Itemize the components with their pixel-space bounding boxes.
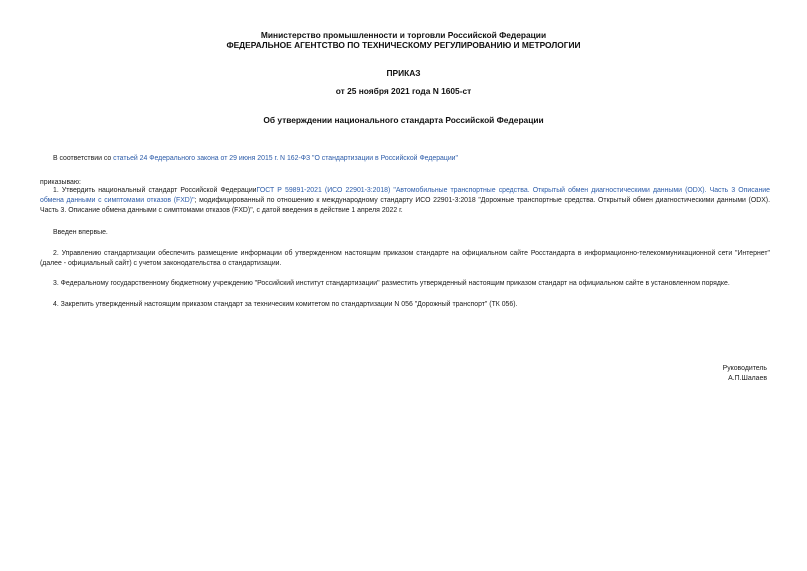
item-1-end: ; модифицированный по отношению к международному стандарту ИСО 22901-3:2018 "Дорожные транспортные средства. Открытый обмен диагностическими данными (ODX). Часть 3. Описание обмена данными с симптомами отказов (FXD)", с датой введения в действие 1 апреля 2022 г. bbox=[40, 197, 770, 214]
document-type: ПРИКАЗ bbox=[386, 68, 421, 78]
document-title: Об утверждении национального стандарта Российской Федерации bbox=[263, 115, 544, 125]
first-time-note: Введен впервые. bbox=[53, 229, 108, 236]
signature-position: Руководитель bbox=[722, 365, 767, 372]
ministry-name: Министерство промышленности и торговли Российской Федерации bbox=[260, 30, 547, 40]
item-3-paragraph: 3. Федеральному государственному бюджетному учреждению "Российский институт стандартизации" разместить утвержденный настоящим приказом стандарт на официальном сайте в установленном порядке. bbox=[53, 280, 730, 287]
item-1-start: 1. Утвердить национальный стандарт Российской Федерации bbox=[53, 187, 257, 194]
preamble-text: В соответствии со bbox=[53, 155, 114, 162]
document-date-number: от 25 ноября 2021 года N 1605-ст bbox=[335, 86, 472, 96]
preamble-paragraph bbox=[40, 154, 770, 164]
item-1-paragraph bbox=[40, 186, 770, 216]
federal-law-link[interactable]: статьей 24 Федерального закона от 29 июня 2015 г. N 162-ФЗ "О стандартизации в Российской Федерации" bbox=[113, 155, 458, 162]
item-2-paragraph: 2. Управлению стандартизации обеспечить размещение информации об утвержденном настоящим приказом стандарте на официальном сайте Росстандарта в информационно-телекоммуникационной сети "Интернет" (далее - официальный сайт) с учетом законодательства о стандартизации. bbox=[40, 250, 770, 267]
signature-name: А.П.Шалаев bbox=[728, 375, 767, 382]
item-4-paragraph: 4. Закрепить утвержденный настоящим приказом стандарт за техническим комитетом по стандартизации N 056 "Дорожный транспорт" (ТК 056). bbox=[53, 301, 518, 308]
order-word: приказываю: bbox=[40, 179, 81, 186]
gost-standard-link[interactable]: ГОСТ Р 59891-2021 (ИСО 22901-3:2018) "Автомобильные транспортные средства. Открытый обмен диагностическими данными (ODX). Часть 3 Описание обмена данными с симптомами отказов (FXD)" bbox=[40, 187, 770, 204]
agency-name: ФЕДЕРАЛЬНОЕ АГЕНТСТВО ПО ТЕХНИЧЕСКОМУ РЕГУЛИРОВАНИЮ И МЕТРОЛОГИИ bbox=[226, 40, 581, 50]
